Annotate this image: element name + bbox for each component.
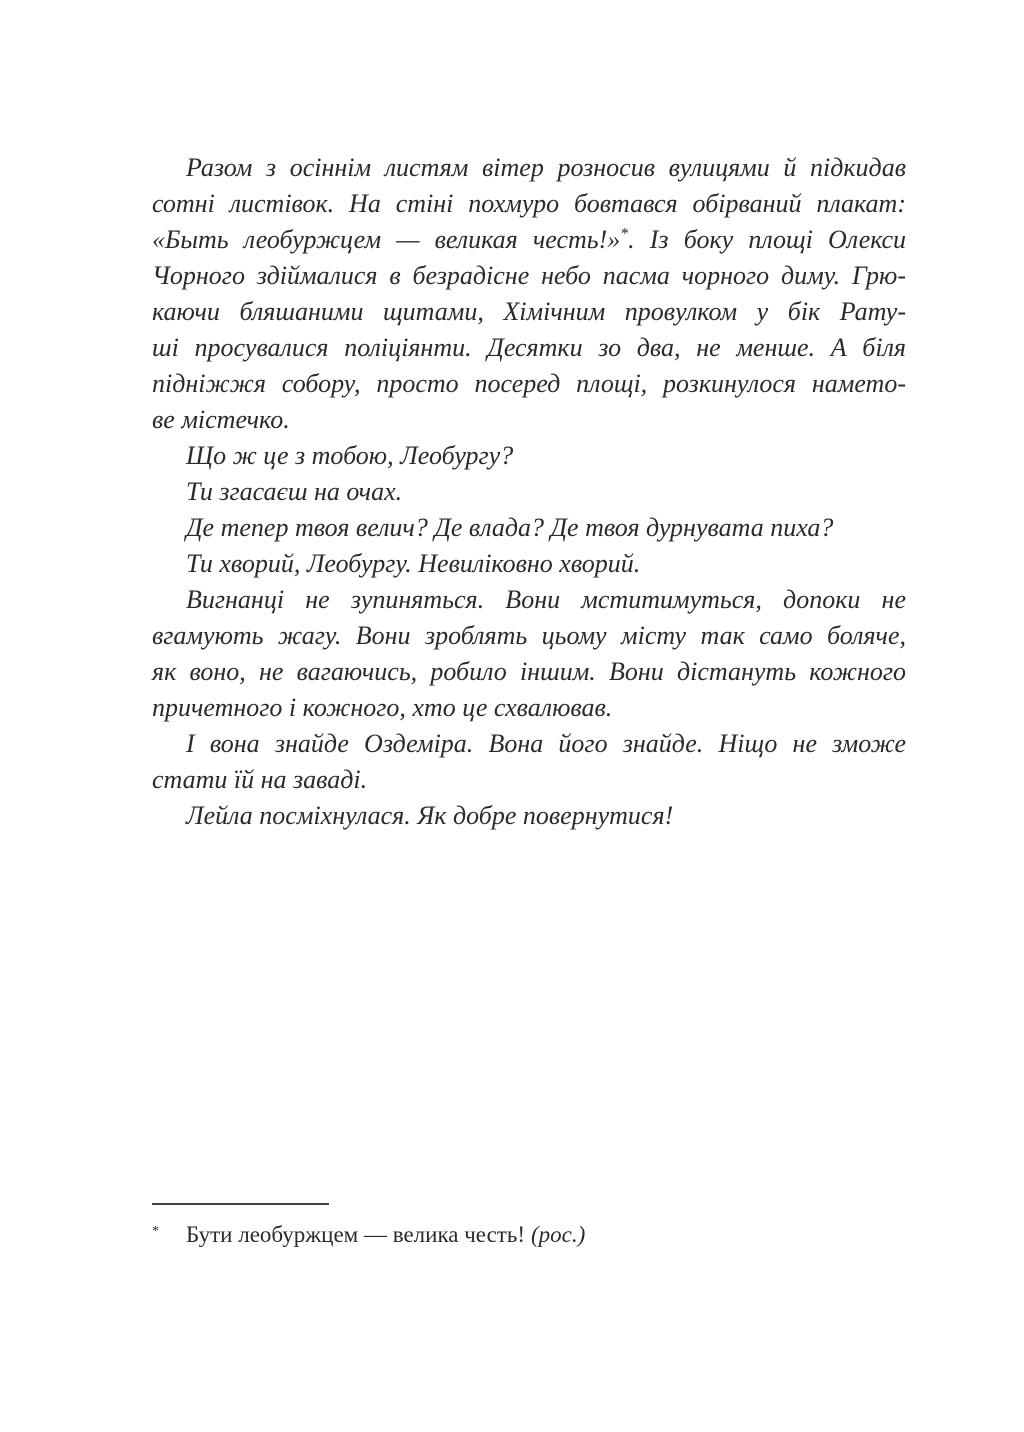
text-line: каючи бляшаними щитами, Хімічним провулком у бік Рату- bbox=[152, 297, 906, 326]
paragraph bbox=[152, 474, 906, 510]
footnote-marker: * bbox=[152, 1224, 159, 1239]
text-line: І вона знайде Оздеміра. Вона його знайде. Ніщо не зможе bbox=[186, 729, 906, 758]
text-line: вгамують жагу. Вони зроблять цьому місту так само боляче, bbox=[152, 621, 906, 650]
footnote-reference-marker: * bbox=[620, 225, 629, 243]
text-line: «Быть леобуржцем — великая честь!»*. Із боку площі Олекси bbox=[152, 225, 906, 254]
text-line: Ти хворий, Леобургу. Невиліковно хворий. bbox=[186, 549, 641, 578]
footnote-language-note: (рос.) bbox=[530, 1222, 586, 1247]
text-line: як воно, не вагаючись, робило іншим. Вони дістануть кожного bbox=[152, 657, 906, 686]
text-line: Чорного здіймалися в безрадісне небо пасма чорного диму. Грю- bbox=[152, 261, 906, 290]
text-line: Ти згасаєш на очах. bbox=[186, 477, 403, 506]
paragraph bbox=[152, 798, 906, 834]
text-line: Вигнанці не зупиняться. Вони мститимуться, допоки не bbox=[186, 585, 906, 614]
paragraph bbox=[152, 150, 906, 438]
text-line: ве містечко. bbox=[152, 405, 290, 434]
text-line: ші просувалися поліціянти. Десятки зо два, не менше. А біля bbox=[152, 333, 906, 362]
paragraph bbox=[152, 510, 906, 546]
text-line: сотні листівок. На стіні похмуро бовтався обірваний плакат: bbox=[152, 189, 906, 218]
paragraph bbox=[152, 546, 906, 582]
footnote-separator bbox=[152, 1203, 329, 1205]
text-line: Де тепер твоя велич? Де влада? Де твоя дурнувата пиха? bbox=[186, 513, 834, 542]
text-line: Разом з осіннім листям вітер розносив вулицями й підкидав bbox=[186, 153, 906, 182]
paragraph bbox=[152, 582, 906, 726]
footnote-text: Бути леобуржцем — велика честь! bbox=[186, 1222, 525, 1247]
text-line: стати їй на заваді. bbox=[152, 765, 368, 794]
text-line: Лейла посміхнулася. Як добре повернутися! bbox=[186, 801, 674, 830]
text-line: причетного і кожного, хто це схвалював. bbox=[152, 693, 613, 722]
footnote-line bbox=[152, 1218, 906, 1249]
paragraph bbox=[152, 726, 906, 798]
paragraph bbox=[152, 438, 906, 474]
text-line: підніжжя собору, просто посеред площі, розкинулося намето- bbox=[152, 369, 906, 398]
footnote bbox=[152, 1203, 906, 1249]
text-line: Що ж це з тобою, Леобургу? bbox=[186, 441, 514, 470]
text-block bbox=[152, 150, 906, 834]
